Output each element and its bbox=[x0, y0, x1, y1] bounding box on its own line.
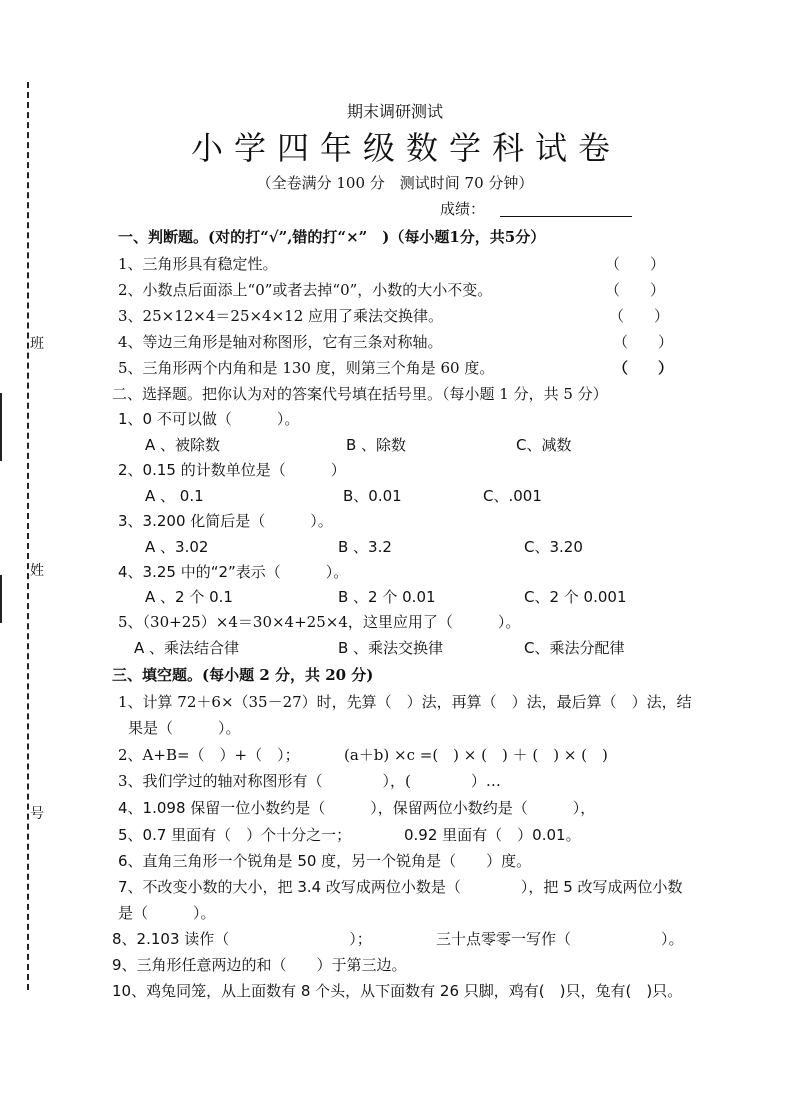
fill-q2-part-b: (a＋b) ×c =( ) × ( ) ＋ ( ) × ( ) bbox=[344, 746, 608, 764]
binding-bar-2 bbox=[0, 575, 2, 623]
fill-q7-line1: 7、不改变小数的大小，把 3.4 改写成两位小数是（ ），把 5 改写成两位小数 bbox=[118, 878, 683, 896]
judge-answer-3[interactable]: （ ） bbox=[609, 307, 670, 325]
judge-answer-4[interactable]: （ ） bbox=[613, 333, 674, 351]
fill-q1-line1: 1、计算 72＋6×（35－27）时，先算（ ）法，再算（ ）法，最后算（ ）法，结 bbox=[118, 693, 692, 711]
fill-q8-part-b: 三十点零零一写作（ ）。 bbox=[436, 930, 684, 948]
margin-label-number: 号 bbox=[30, 806, 44, 822]
binding-bar-1 bbox=[0, 393, 2, 461]
choice-q3: 3、3.200 化简后是（ ）。 bbox=[118, 512, 333, 530]
choice-q2-option-c[interactable]: C、.001 bbox=[483, 487, 542, 505]
judge-item-1: 1、三角形具有稳定性。 bbox=[118, 255, 278, 273]
fill-q10: 10、鸡兔同笼，从上面数有 8 个头，从下面数有 26 只脚，鸡有( )只，兔有( )只。 bbox=[112, 982, 683, 1000]
section1-heading: 一、判断题。(对的打“√”,错的打“×” )（每小题1分，共5分） bbox=[118, 228, 546, 246]
fill-q1-line2: 果是（ ）。 bbox=[128, 719, 241, 737]
fill-q4: 4、1.098 保留一位小数约是（ ），保留两位小数约是（ ）， bbox=[118, 799, 596, 817]
choice-q5-option-a[interactable]: A 、乘法结合律 bbox=[134, 639, 240, 657]
choice-q2: 2、0.15 的计数单位是（ ） bbox=[118, 461, 346, 479]
margin-label-name: 姓 bbox=[30, 563, 44, 579]
judge-answer-2[interactable]: （ ） bbox=[605, 281, 666, 299]
choice-q3-option-b[interactable]: B 、3.2 bbox=[338, 538, 392, 556]
choice-q1-option-b[interactable]: B 、除数 bbox=[346, 436, 407, 454]
choice-q4-option-a[interactable]: A 、2 个 0.1 bbox=[145, 588, 233, 606]
choice-q1: 1、0 不可以做（ ）。 bbox=[118, 410, 300, 428]
exam-subtitle: 期末调研测试 bbox=[346, 102, 443, 121]
exam-title: 小学四年级数学科试卷 bbox=[190, 129, 621, 167]
choice-q3-option-c[interactable]: C、3.20 bbox=[524, 538, 583, 556]
fill-q6: 6、直角三角形一个锐角是 50 度，另一个锐角是（ ）度。 bbox=[118, 852, 532, 870]
fill-q5-part-a: 5、0.7 里面有（ ）个十分之一； bbox=[118, 826, 352, 844]
choice-q2-option-a[interactable]: A 、 0.1 bbox=[145, 487, 204, 505]
fill-q2-part-a: 2、A+B=（ ）+（ ）； bbox=[118, 746, 300, 764]
choice-q4: 4、3.25 中的“2”表示（ ）。 bbox=[118, 563, 349, 581]
section3-heading: 三、填空题。(每小题 2 分，共 20 分) bbox=[112, 666, 374, 684]
choice-q5-option-b[interactable]: B 、乘法交换律 bbox=[338, 639, 444, 657]
fill-q9: 9、三角形任意两边的和（ ）于第三边。 bbox=[112, 956, 407, 974]
choice-q4-option-b[interactable]: B 、2 个 0.01 bbox=[338, 588, 436, 606]
choice-q1-option-a[interactable]: A 、被除数 bbox=[145, 436, 221, 454]
judge-item-2: 2、小数点后面添上“0”或者去掉“0”，小数的大小不变。 bbox=[118, 281, 493, 299]
margin-label-class: 班 bbox=[30, 336, 44, 352]
judge-item-5: 5、三角形两个内角和是 130 度，则第三个角是 60 度。 bbox=[118, 359, 495, 377]
score-label: 成绩： bbox=[440, 200, 486, 218]
section2-heading: 二、选择题。把你认为对的答案代号填在括号里。（每小题 1 分，共 5 分） bbox=[112, 385, 608, 403]
binding-dashed-line bbox=[27, 82, 29, 990]
judge-answer-1[interactable]: （ ） bbox=[605, 255, 666, 273]
choice-q3-option-a[interactable]: A 、3.02 bbox=[145, 538, 209, 556]
fill-q7-line2: 是（ ）。 bbox=[118, 904, 216, 922]
fill-q8-part-a: 8、2.103 读作（ ）； bbox=[112, 930, 372, 948]
choice-q1-option-c[interactable]: C、减数 bbox=[516, 436, 572, 454]
exam-meta: （全卷满分 100 分 测试时间 70 分钟） bbox=[256, 174, 534, 192]
choice-q2-option-b[interactable]: B、0.01 bbox=[343, 487, 402, 505]
score-field[interactable] bbox=[500, 216, 632, 217]
judge-item-4: 4、等边三角形是轴对称图形，它有三条对称轴。 bbox=[118, 333, 443, 351]
judge-answer-5[interactable]: （ ） bbox=[613, 359, 674, 377]
fill-q3: 3、我们学过的轴对称图形有（ ），( ）… bbox=[118, 772, 501, 790]
judge-item-3: 3、25×12×4＝25×4×12 应用了乘法交换律。 bbox=[118, 307, 444, 325]
fill-q5-part-b: 0.92 里面有（ ）0.01。 bbox=[404, 826, 581, 844]
choice-q5: 5、（30+25）×4＝30×4+25×4，这里应用了（ ）。 bbox=[118, 613, 521, 631]
choice-q4-option-c[interactable]: C、2 个 0.001 bbox=[524, 588, 627, 606]
choice-q5-option-c[interactable]: C、乘法分配律 bbox=[524, 639, 625, 657]
